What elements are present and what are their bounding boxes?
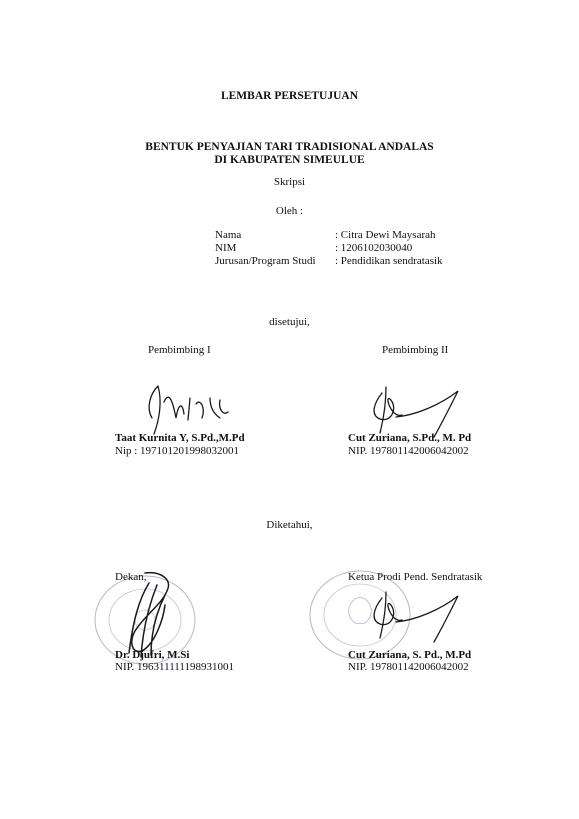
field-value-nim: : 1206102030040 (335, 242, 413, 254)
supervisor-1-role: Pembimbing I (148, 344, 211, 356)
head-of-program-role: Ketua Prodi Pend. Sendratasik (348, 571, 483, 583)
acknowledged-heading: Diketahui, (266, 519, 313, 531)
by-label: Oleh : (275, 205, 304, 217)
thesis-title-line-1: BENTUK PENYAJIAN TARI TRADISIONAL ANDALAS (145, 141, 434, 153)
thesis-title-line-2: DI KABUPATEN SIMEULUE (214, 154, 365, 166)
page-title: LEMBAR PERSETUJUAN (220, 90, 359, 102)
head-of-program-name: Cut Zuriana, S. Pd., M.Pd (348, 649, 472, 661)
field-label-name: Nama (215, 229, 242, 241)
approved-heading: disetujui, (269, 316, 310, 328)
field-label-nim: NIM (215, 242, 237, 254)
supervisor-2-name: Cut Zuriana, S.Pd., M. Pd (348, 432, 472, 444)
field-value-name: : Citra Dewi Maysarah (335, 229, 436, 241)
dean-name: Dr. Djufri, M.Si (115, 649, 190, 661)
supervisor-2-nip: NIP. 197801142006042002 (348, 445, 469, 457)
field-label-major: Jurusan/Program Studi (215, 255, 316, 267)
field-value-major: : Pendidikan sendratasik (335, 255, 443, 267)
supervisor-1-nip: Nip : 197101201998032001 (115, 445, 240, 457)
dean-nip: NIP. 196311111198931001 (115, 661, 234, 673)
supervisor-2-role: Pembimbing II (382, 344, 449, 356)
document-type: Skripsi (273, 176, 306, 188)
signature-supervisor-1 (140, 378, 240, 438)
signature-head-of-program (362, 590, 472, 650)
head-of-program-nip: NIP. 197801142006042002 (348, 661, 469, 673)
dean-role: Dekan, (115, 571, 147, 583)
supervisor-1-name: Taat Kurnita Y, S.Pd.,M.Pd (115, 432, 245, 444)
thesis-title (0, 141, 579, 167)
